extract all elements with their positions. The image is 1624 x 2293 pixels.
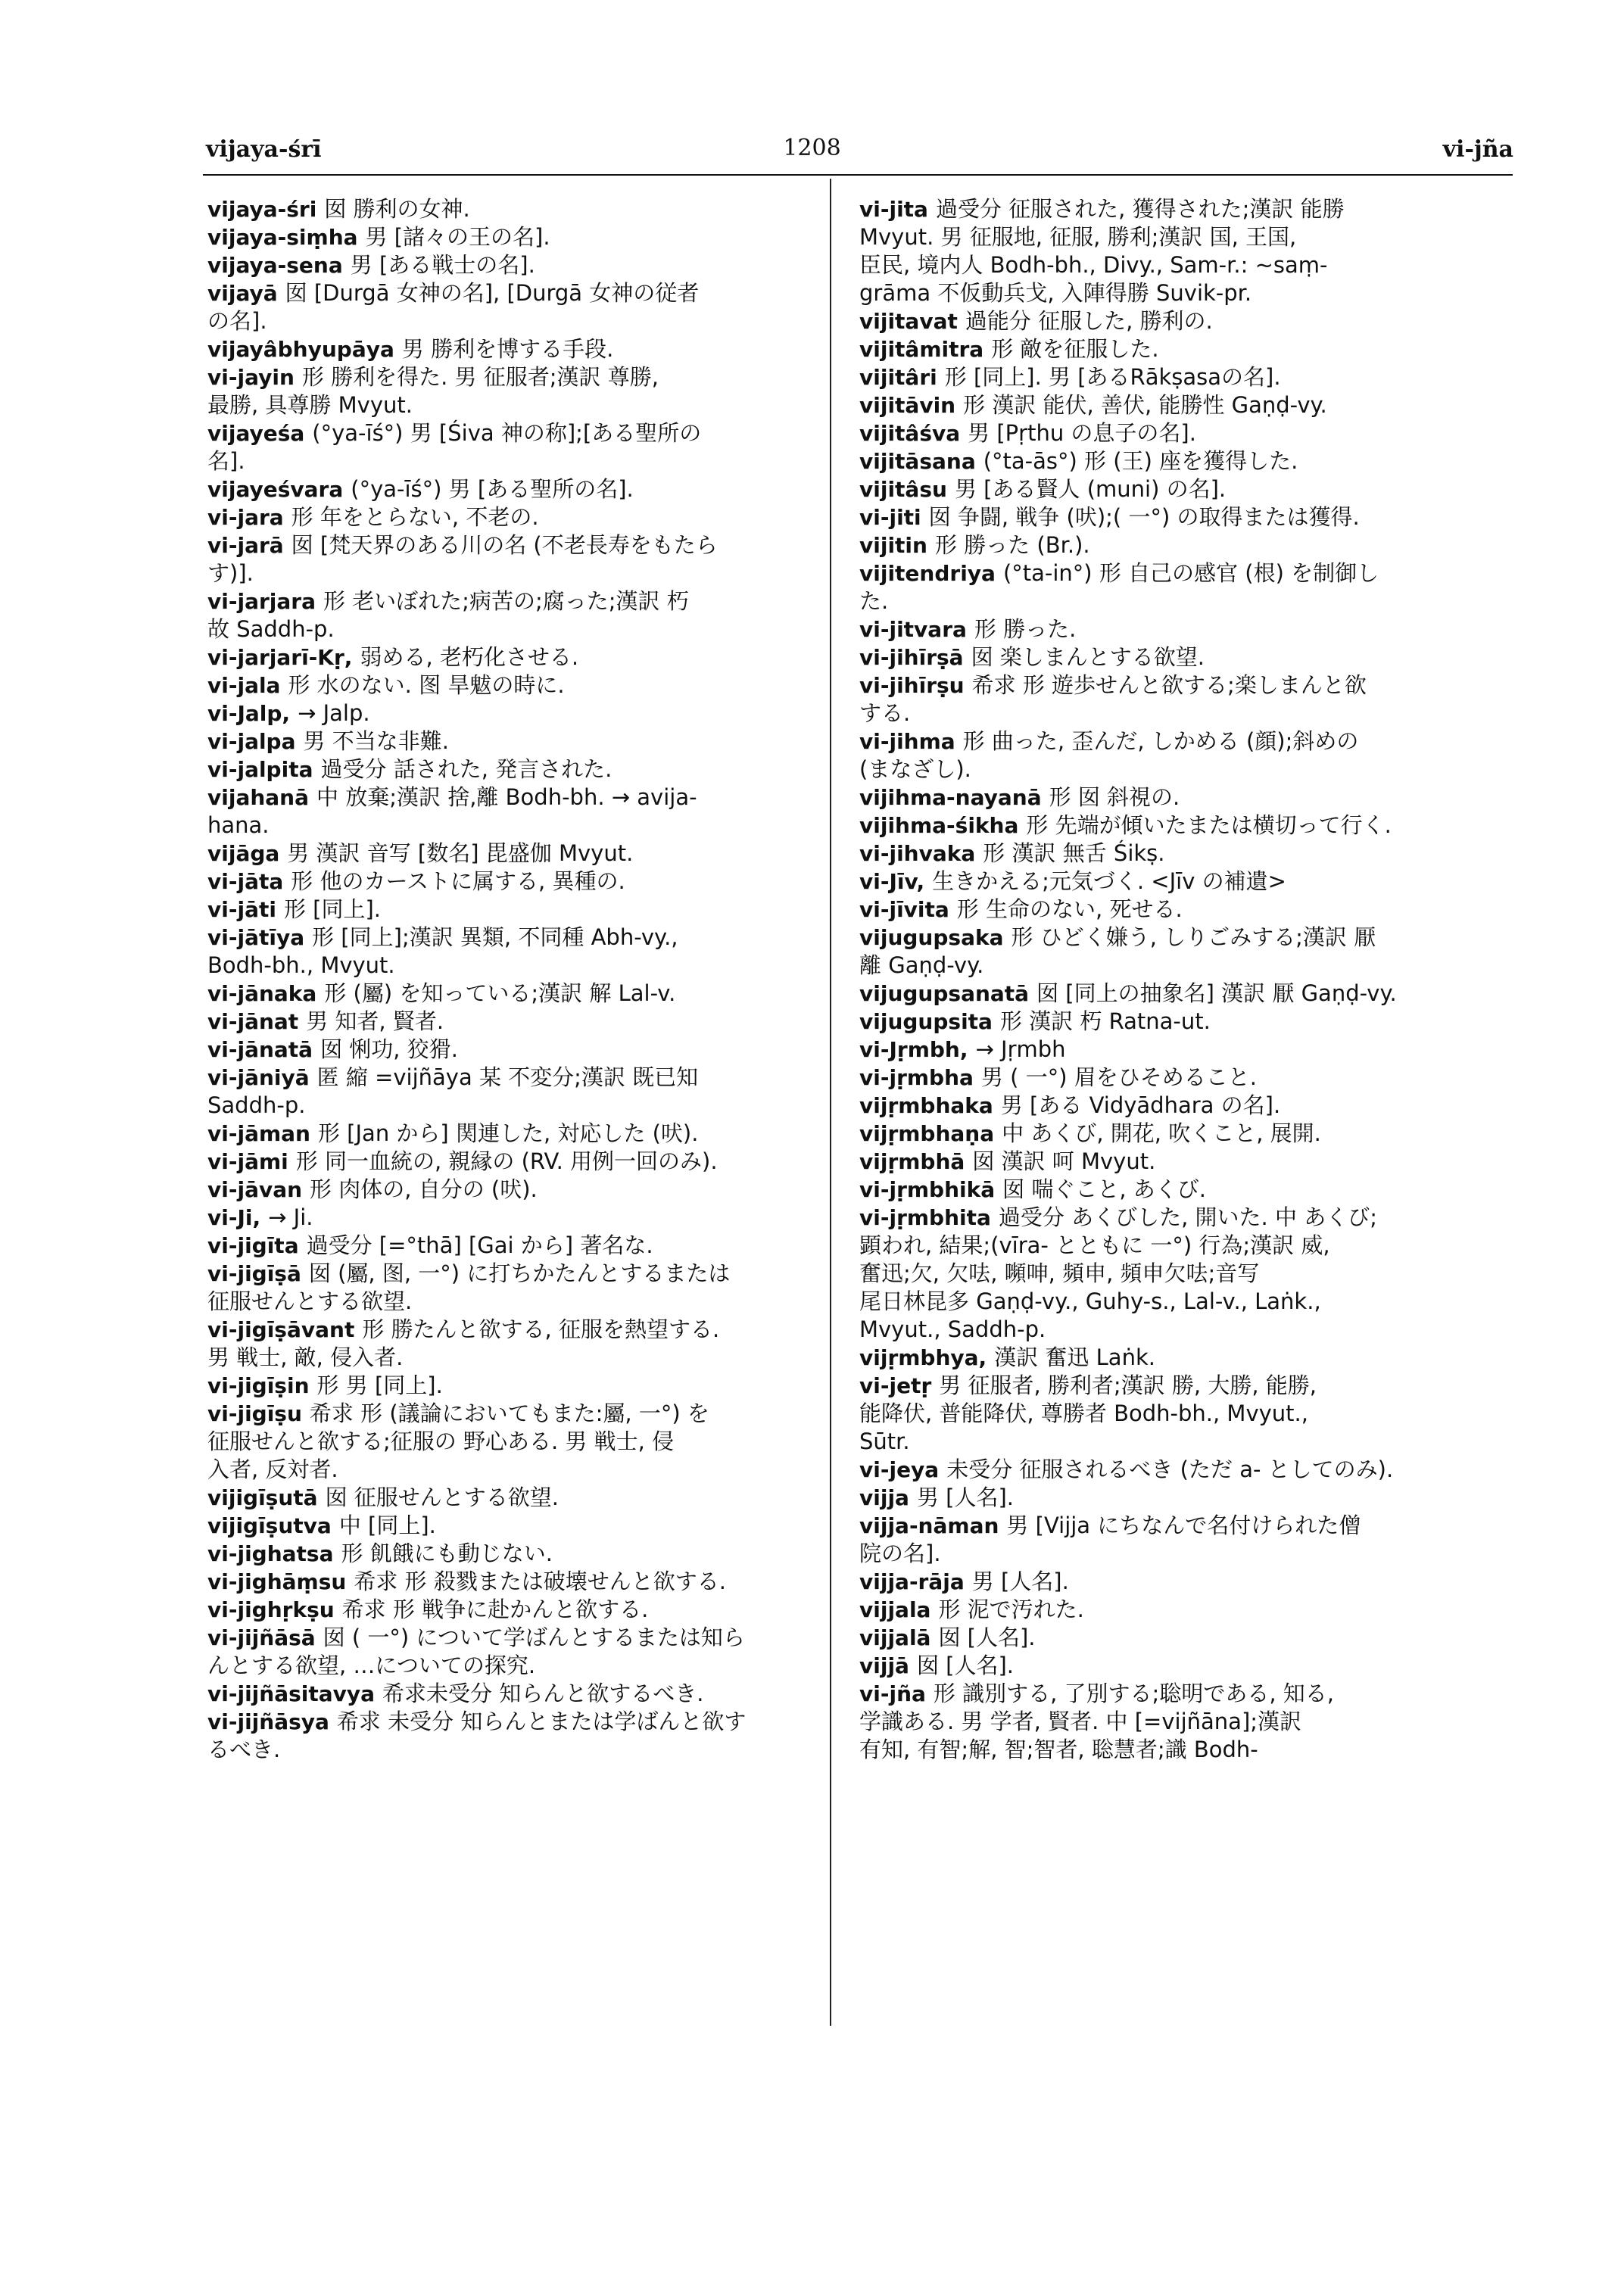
entry-definition-line: 臣民, 境内人 Bodh-bh., Divy., Sam-r.: ~saṃ- — [859, 252, 1328, 278]
dictionary-entry — [207, 896, 806, 924]
entry-definition-line: 囡 [梵天界のある川の名 (不老長寿をもたら — [291, 532, 718, 558]
entry-definition-line: 征服せんと欲する;征服の 野心ある. 男 戦士, 侵 — [207, 1428, 675, 1454]
entry-headword: vi-jānaka — [207, 981, 317, 1006]
entry-headword: vi-jijñāsya — [207, 1709, 329, 1734]
dictionary-entry — [207, 1596, 806, 1624]
entry-headword: vijja — [859, 1485, 909, 1510]
entry-headword: vi-Jīv, — [859, 869, 925, 894]
entry-definition-line: → Jṛmbh — [975, 1036, 1066, 1062]
entry-definition-line: hana. — [207, 812, 270, 838]
entry-headword: vi-jijñāsitavya — [207, 1681, 376, 1706]
entry-definition-line: 男 [ある戦士の名]. — [350, 252, 535, 278]
entry-definition-line: → Ji. — [268, 1204, 313, 1230]
dictionary-entry — [207, 1400, 806, 1484]
entry-headword: vijjala — [859, 1597, 931, 1622]
dictionary-entry — [207, 1008, 806, 1036]
entry-definition-line: 男 [ある Vidyādhara の名]. — [1000, 1092, 1281, 1118]
entry-headword: vi-jara — [207, 505, 284, 530]
dictionary-entry — [207, 727, 806, 756]
dictionary-entry — [859, 1344, 1495, 1372]
entry-definition-line: Mvyut., Saddh-p. — [859, 1316, 1046, 1342]
entry-definition-line: 形 同一血統の, 親縁の (RV. 用例一回のみ). — [295, 1148, 718, 1174]
dictionary-entry — [859, 1008, 1495, 1036]
entry-headword: vi-Ji, — [207, 1205, 261, 1230]
entry-definition-line: 男 [人名]. — [971, 1569, 1069, 1594]
entry-headword: vi-jetṛ — [859, 1373, 932, 1398]
dictionary-entry — [859, 643, 1495, 671]
dictionary-entry — [207, 223, 806, 251]
entry-headword: vijaya-siṃha — [207, 225, 358, 250]
dictionary-entry — [859, 447, 1495, 475]
entry-headword: vi-jigīṣāvant — [207, 1317, 355, 1342]
entry-headword: vijṛmbhya, — [859, 1345, 987, 1370]
dictionary-entry — [859, 503, 1495, 531]
dictionary-entry — [207, 1540, 806, 1568]
dictionary-entry — [859, 1624, 1495, 1652]
entry-definition-line: 形 老いぼれた;病苦の;腐った;漢訳 朽 — [323, 588, 689, 614]
entry-headword: vijitin — [859, 533, 927, 558]
entry-definition-line: 過受分 あくびした, 開いた. 中 あくび; — [998, 1204, 1377, 1230]
entry-headword: vijjā — [859, 1653, 909, 1678]
entry-definition-line: 囡 悧功, 狡猾. — [320, 1036, 458, 1062]
entry-headword: vijitâri — [859, 365, 937, 390]
entry-headword: vi-jigīṣā — [207, 1261, 301, 1286]
entry-headword: vijja-rāja — [859, 1569, 965, 1594]
entry-definition-line: 形 漢訳 朽 Ratna-ut. — [999, 1008, 1211, 1034]
entry-headword: vi-jijñāsā — [207, 1625, 316, 1650]
dictionary-entry — [207, 195, 806, 223]
entry-headword: vi-jarjarī-Kṛ, — [207, 645, 353, 670]
entry-definition-line: 院の名]. — [859, 1541, 941, 1566]
entry-headword: vijitāsana — [859, 449, 976, 474]
entry-definition-line: 匿 縮 =vijñāya 某 不変分;漢訳 既已知 — [316, 1064, 699, 1090]
dictionary-entry — [207, 868, 806, 896]
entry-definition-line: 囡 喘ぐこと, あくび. — [1002, 1176, 1207, 1202]
entry-definition-line: 過受分 征服された, 獲得された;漢訳 能勝 — [935, 196, 1345, 222]
entry-definition-line: 未受分 征服されるべき (ただ a- としてのみ). — [946, 1456, 1394, 1482]
entry-definition-line: Sūtr. — [859, 1428, 910, 1454]
entry-definition-line: 過受分 話された, 発言された. — [320, 756, 613, 782]
entry-headword: vi-jihīrṣā — [859, 645, 964, 670]
dictionary-entry — [859, 1484, 1495, 1512]
dictionary-entry — [859, 363, 1495, 391]
dictionary-entry — [859, 727, 1495, 784]
dictionary-entry — [859, 896, 1495, 924]
entry-headword: vi-jarjara — [207, 589, 316, 614]
column-divider — [830, 179, 831, 2026]
entry-definition-line: 形 識別する, 了別する;聡明である, 知る, — [933, 1681, 1334, 1706]
entry-definition-line: 入者, 反対者. — [207, 1456, 338, 1482]
entry-definition-line: 囡 (屬, 图, 一°) に打ちかたんとするまたは — [308, 1260, 731, 1286]
entry-definition-line: の名]. — [207, 308, 267, 334]
entry-headword: vi-jiti — [859, 505, 921, 530]
entry-definition-line: 男 不当な非難. — [303, 728, 449, 754]
entry-definition-line: 希求 形 遊歩せんと欲する;楽しまんと欲 — [971, 672, 1367, 698]
entry-definition-line: 形 [同上];漢訳 異類, 不同種 Abh-vy., — [312, 924, 678, 950]
entry-definition-line: 男 戦士, 敵, 侵入者. — [207, 1344, 404, 1370]
entry-definition-line: 形 漢訳 無舌 Śikṣ. — [983, 840, 1165, 866]
entry-definition-line: (°ya-īś°) 男 [Śiva 神の称];[ある聖所の — [312, 420, 702, 446]
entry-definition-line: 形 勝った. — [974, 616, 1077, 642]
entry-definition-line: 生きかえる;元気づく. <Jīv の補遺> — [932, 868, 1286, 894]
entry-definition-line: 形 男 [同上]. — [316, 1372, 443, 1398]
dictionary-entry — [207, 475, 806, 503]
entry-definition-line: 形 飢餓にも動じない. — [341, 1541, 553, 1566]
dictionary-entry — [207, 1568, 806, 1596]
entry-headword: vi-jīvita — [859, 897, 949, 922]
entry-headword: vi-jalpita — [207, 757, 313, 782]
entry-headword: vijitendriya — [859, 561, 996, 586]
dictionary-entry — [207, 1064, 806, 1120]
entry-definition-line: 名]. — [207, 448, 245, 474]
dictionary-entry — [859, 419, 1495, 447]
entry-headword: vijayeśvara — [207, 477, 344, 502]
entry-definition-line: 征服せんとする欲望. — [207, 1288, 413, 1314]
entry-headword: vi-jalpa — [207, 729, 296, 754]
entry-definition-line: する. — [859, 700, 911, 726]
entry-headword: vijṛmbhaṇa — [859, 1121, 995, 1146]
dictionary-entry — [207, 335, 806, 363]
entry-headword: vijitāvin — [859, 393, 956, 418]
entry-definition-line: 形 勝たんと欲する, 征服を熱望する. — [362, 1316, 720, 1342]
entry-definition-line: 過能分 征服した, 勝利の. — [965, 308, 1213, 334]
dictionary-entry — [207, 1204, 806, 1232]
dictionary-entry — [859, 531, 1495, 559]
dictionary-entry — [859, 1680, 1495, 1764]
entry-definition-line: 男 [諸々の王の名]. — [365, 224, 550, 250]
entry-definition-line: 男 [人名]. — [916, 1485, 1015, 1510]
entry-headword: vi-jānatā — [207, 1037, 313, 1062]
entry-headword: vijahanā — [207, 785, 309, 810]
dictionary-entry — [207, 1372, 806, 1400]
dictionary-entry — [207, 840, 806, 868]
dictionary-entry — [207, 419, 806, 475]
dictionary-entry — [207, 1232, 806, 1260]
entry-headword: vi-jihīrṣu — [859, 673, 965, 698]
entry-headword: vi-jātīya — [207, 925, 305, 950]
dictionary-entry — [207, 1484, 806, 1512]
entry-definition-line: 形 勝った (Br.). — [934, 532, 1090, 558]
entry-headword: vijja-nāman — [859, 1513, 999, 1538]
entry-definition-line: 希求 形 (議論においてもまた:屬, 一°) を — [309, 1400, 709, 1426]
dictionary-entry — [207, 363, 806, 419]
entry-definition-line: 男 ( 一°) 眉をひそめること. — [980, 1064, 1257, 1090]
dictionary-entry — [207, 699, 806, 727]
dictionary-entry — [859, 307, 1495, 335]
dictionary-entry — [859, 924, 1495, 980]
dictionary-entry — [207, 1260, 806, 1316]
entry-definition-line: 形 先端が傾いたまたは横切って行く. — [1026, 812, 1392, 838]
dictionary-entry — [859, 195, 1495, 307]
entry-headword: vijitâsu — [859, 477, 947, 502]
dictionary-entry — [207, 1176, 806, 1204]
entry-definition-line: 形 水のない. 图 旱魃の時に. — [288, 672, 565, 698]
entry-headword: vi-jarā — [207, 533, 284, 558]
entry-headword: vijṛmbhā — [859, 1149, 965, 1174]
dictionary-entry — [859, 980, 1495, 1008]
entry-definition-line: 中 [同上]. — [338, 1513, 436, 1538]
entry-headword: vi-jṛmbhita — [859, 1205, 991, 1230]
entry-definition-line: 男 [Pṛthu の息子の名]. — [968, 420, 1196, 446]
entry-definition-line: → Jalp. — [298, 700, 370, 726]
entry-definition-line: (°ta-ās°) 形 (王) 座を獲得した. — [983, 448, 1298, 474]
dictionary-entry — [207, 671, 806, 699]
entry-definition-line: 形 他のカーストに属する, 異種の. — [291, 868, 625, 894]
running-head-right: vi-jña — [1442, 136, 1513, 163]
entry-headword: vi-jṛmbha — [859, 1065, 974, 1090]
dictionary-entry — [207, 643, 806, 671]
entry-definition-line: 囡 漢訳 呵 Mvyut. — [972, 1148, 1156, 1174]
entry-definition-line: 最勝, 具尊勝 Mvyut. — [207, 392, 413, 418]
dictionary-entry — [859, 812, 1495, 840]
entry-definition-line: 希求 形 殺戮または破壊せんと欲する. — [354, 1569, 726, 1594]
entry-headword: vi-jita — [859, 197, 928, 222]
entry-headword: vi-jigīṣu — [207, 1401, 302, 1426]
dictionary-entry — [207, 279, 806, 335]
entry-headword: vi-jigīṣin — [207, 1373, 310, 1398]
right-column — [859, 195, 1495, 1764]
entry-definition-line: 囡 [人名]. — [916, 1653, 1015, 1678]
dictionary-entry — [859, 391, 1495, 419]
entry-definition-line: 希求 未受分 知らんとまたは学ばんと欲す — [336, 1709, 747, 1734]
entry-definition-line: 形 [同上]. 男 [あるRākṣasaの名]. — [944, 364, 1281, 390]
dictionary-entry — [859, 1064, 1495, 1092]
left-column — [207, 195, 806, 1764]
entry-definition-line: 囡 争闘, 戦争 (吠);( 一°) の取得または獲得. — [928, 504, 1360, 530]
entry-definition-line: 男 [ある賢人 (muni) の名]. — [954, 476, 1227, 502]
entry-definition-line: 囡 [Durgā 女神の名], [Durgā 女神の従者 — [285, 280, 700, 306]
entry-headword: vijitavat — [859, 309, 958, 334]
dictionary-entry — [859, 1120, 1495, 1148]
entry-definition-line: (°ya-īś°) 男 [ある聖所の名]. — [351, 476, 634, 502]
entry-definition-line: るべき. — [207, 1737, 281, 1762]
dictionary-entry — [207, 756, 806, 784]
entry-headword: vi-jṛmbhikā — [859, 1177, 996, 1202]
entry-definition-line: 学識ある. 男 学者, 賢者. 中 [=vijñāna];漢訳 — [859, 1709, 1302, 1734]
page-number: 1208 — [783, 135, 841, 161]
entry-definition-line: 希求 形 戦争に赴かんと欲する. — [341, 1597, 649, 1622]
entry-headword: vijjalā — [859, 1625, 931, 1650]
entry-headword: vijugupsaka — [859, 925, 1004, 950]
entry-definition-line: 囡 ( 一°) について学ばんとするまたは知ら — [323, 1625, 745, 1650]
entry-definition-line: んとする欲望, …についての探究. — [207, 1653, 536, 1678]
dictionary-entry — [859, 1148, 1495, 1176]
entry-headword: vijayâbhyupāya — [207, 337, 394, 362]
dictionary-entry — [859, 1204, 1495, 1344]
entry-definition-line: 奮迅;欠, 欠呿, 嚬呻, 頻申, 頻申欠呿;音写 — [859, 1260, 1260, 1286]
entry-definition-line: 形 囡 斜視の. — [1049, 784, 1180, 810]
entry-definition-line: た. — [859, 588, 889, 614]
entry-definition-line: 顕われ, 結果;(vīra- とともに 一°) 行為;漢訳 威, — [859, 1232, 1330, 1258]
dictionary-entry — [859, 335, 1495, 363]
entry-definition-line: (まなざし). — [859, 756, 971, 782]
dictionary-entry — [207, 1624, 806, 1680]
entry-definition-line: 囡 征服せんとする欲望. — [325, 1485, 560, 1510]
entry-definition-line: 囡 勝利の女神. — [324, 196, 470, 222]
entry-definition-line: 有知, 有智;解, 智;智者, 聡慧者;識 Bodh- — [859, 1737, 1258, 1762]
entry-definition-line: 囡 [同上の抽象名] 漢訳 厭 Gaṇḍ-vy. — [1036, 980, 1397, 1006]
dictionary-entry — [859, 1372, 1495, 1456]
dictionary-entry — [859, 840, 1495, 868]
dictionary-entry — [207, 924, 806, 980]
dictionary-entry — [207, 531, 806, 587]
entry-definition-line: grāma 不仮動兵戈, 入陣得勝 Suvik-pr. — [859, 280, 1252, 306]
dictionary-entry — [859, 671, 1495, 727]
entry-headword: vi-jihma — [859, 729, 955, 754]
entry-definition-line: 尾日林昆多 Gaṇḍ-vy., Guhy-s., Lal-v., Laṅk., — [859, 1288, 1321, 1314]
entry-definition-line: Bodh-bh., Mvyut. — [207, 952, 395, 978]
entry-definition-line: 男 征服者, 勝利者;漢訳 勝, 大勝, 能勝, — [939, 1372, 1317, 1398]
entry-definition-line: 形 曲った, 歪んだ, しかめる (顔);斜めの — [962, 728, 1359, 754]
entry-headword: vi-jña — [859, 1681, 926, 1706]
entry-headword: vi-jāta — [207, 869, 284, 894]
entry-headword: vi-jāniyā — [207, 1065, 310, 1090]
entry-definition-line: 男 漢訳 音写 [数名] 毘盛伽 Mvyut. — [287, 840, 634, 866]
dictionary-entry — [207, 1680, 806, 1708]
entry-definition-line: 故 Saddh-p. — [207, 616, 335, 642]
entry-definition-line: 形 [Jan から] 関連した, 対応した (吠). — [317, 1120, 699, 1146]
entry-definition-line: 希求未受分 知らんと欲するべき. — [382, 1681, 704, 1706]
entry-headword: vi-jigīta — [207, 1233, 299, 1258]
dictionary-entry — [207, 1708, 806, 1764]
entry-definition-line: 形 生命のない, 死せる. — [956, 896, 1183, 922]
entry-headword: vi-jitvara — [859, 617, 967, 642]
entry-headword: vijigīṣutva — [207, 1513, 332, 1538]
entry-headword: vi-jighṛkṣu — [207, 1597, 335, 1622]
entry-headword: vijihma-śikha — [859, 813, 1019, 838]
entry-headword: vijihma-nayanā — [859, 785, 1042, 810]
dictionary-entry — [859, 615, 1495, 643]
dictionary-entry — [859, 1456, 1495, 1484]
entry-headword: vi-jāti — [207, 897, 276, 922]
entry-headword: vijigīṣutā — [207, 1485, 318, 1510]
entry-definition-line: 形 年をとらない, 不老の. — [291, 504, 539, 530]
entry-headword: vi-jihvaka — [859, 841, 976, 866]
entry-definition-line: 形 肉体の, 自分の (吠). — [310, 1176, 538, 1202]
entry-headword: vijugupsita — [859, 1009, 993, 1034]
dictionary-entry — [859, 475, 1495, 503]
entry-headword: vijitâśva — [859, 421, 961, 446]
dictionary-entry — [207, 587, 806, 643]
entry-headword: vi-jeya — [859, 1457, 940, 1482]
entry-definition-line: 中 放棄;漢訳 捨,離 Bodh-bh. → avija- — [316, 784, 697, 810]
entry-definition-line: 過受分 [=°thā] [Gai から] 著名な. — [306, 1232, 653, 1258]
dictionary-entry — [859, 868, 1495, 896]
entry-definition-line: 能降伏, 普能降伏, 尊勝者 Bodh-bh., Mvyut., — [859, 1400, 1308, 1426]
entry-headword: vijaya-śri — [207, 197, 317, 222]
entry-definition-line: 形 泥で汚れた. — [938, 1597, 1084, 1622]
dictionary-entry — [859, 1512, 1495, 1568]
entry-headword: vijaya-sena — [207, 253, 343, 278]
dictionary-entry — [859, 1652, 1495, 1680]
entry-headword: vijayeśa — [207, 421, 305, 446]
entry-definition-line: 形 敵を征服した. — [991, 336, 1159, 362]
dictionary-entry — [859, 1176, 1495, 1204]
header-rule — [203, 174, 1513, 176]
entry-definition-line: 中 あくび, 開花, 吹くこと, 展開. — [1002, 1120, 1321, 1146]
entry-headword: vijugupsanatā — [859, 981, 1030, 1006]
dictionary-entry — [207, 1512, 806, 1540]
entry-definition-line: 形 勝利を得た. 男 征服者;漢訳 尊勝, — [301, 364, 659, 390]
entry-headword: vijṛmbhaka — [859, 1093, 993, 1118]
entry-headword: vijayā — [207, 281, 278, 306]
dictionary-entry — [859, 1596, 1495, 1624]
entry-definition-line: 囡 [人名]. — [938, 1625, 1036, 1650]
dictionary-entry — [207, 251, 806, 279]
entry-definition-line: 形 ひどく嫌う, しりごみする;漢訳 厭 — [1011, 924, 1376, 950]
dictionary-entry — [207, 1148, 806, 1176]
dictionary-entry — [859, 559, 1495, 615]
entry-definition-line: 男 勝利を博する手段. — [401, 336, 614, 362]
entry-headword: vi-Jṛmbh, — [859, 1037, 968, 1062]
entry-headword: vijāga — [207, 841, 280, 866]
entry-headword: vi-Jalp, — [207, 701, 291, 726]
entry-definition-line: 形 (屬) を知っている;漢訳 解 Lal-v. — [324, 980, 676, 1006]
entry-definition-line: 男 [Vijja にちなんで名付けられた僧 — [1006, 1513, 1361, 1538]
dictionary-entry — [859, 784, 1495, 812]
entry-definition-line: 弱める, 老朽化させる. — [360, 644, 579, 670]
entry-definition-line: Mvyut. 男 征服地, 征服, 勝利;漢訳 国, 王国, — [859, 224, 1297, 250]
entry-definition-line: 形 [同上]. — [283, 896, 382, 922]
entry-headword: vijitâmitra — [859, 337, 984, 362]
entry-definition-line: 離 Gaṇḍ-vy. — [859, 952, 984, 978]
entry-definition-line: す)]. — [207, 560, 254, 586]
entry-headword: vi-jighāṃsu — [207, 1569, 347, 1594]
dictionary-entry — [859, 1092, 1495, 1120]
entry-definition-line: (°ta-in°) 形 自己の感官 (根) を制御し — [1002, 560, 1379, 586]
entry-definition-line: 漢訳 奮迅 Laṅk. — [994, 1344, 1155, 1370]
running-head-left: vijaya-śrī — [206, 136, 322, 163]
dictionary-entry — [207, 1036, 806, 1064]
entry-headword: vi-jayin — [207, 365, 295, 390]
dictionary-entry — [859, 1568, 1495, 1596]
dictionary-entry — [207, 503, 806, 531]
entry-headword: vi-jala — [207, 673, 281, 698]
entry-definition-line: 囡 楽しまんとする欲望. — [971, 644, 1205, 670]
entry-headword: vi-jāman — [207, 1121, 310, 1146]
dictionary-entry — [207, 1120, 806, 1148]
entry-definition-line: 形 漢訳 能伏, 善伏, 能勝性 Gaṇḍ-vy. — [963, 392, 1327, 418]
entry-headword: vi-jāmi — [207, 1149, 288, 1174]
dictionary-entry — [207, 980, 806, 1008]
dictionary-entry — [207, 784, 806, 840]
entry-definition-line: 男 知者, 賢者. — [306, 1008, 444, 1034]
entry-definition-line: Saddh-p. — [207, 1092, 306, 1118]
entry-headword: vi-jighatsa — [207, 1541, 334, 1566]
dictionary-entry — [859, 1036, 1495, 1064]
entry-headword: vi-jānat — [207, 1009, 299, 1034]
entry-headword: vi-jāvan — [207, 1177, 303, 1202]
dictionary-entry — [207, 1316, 806, 1372]
